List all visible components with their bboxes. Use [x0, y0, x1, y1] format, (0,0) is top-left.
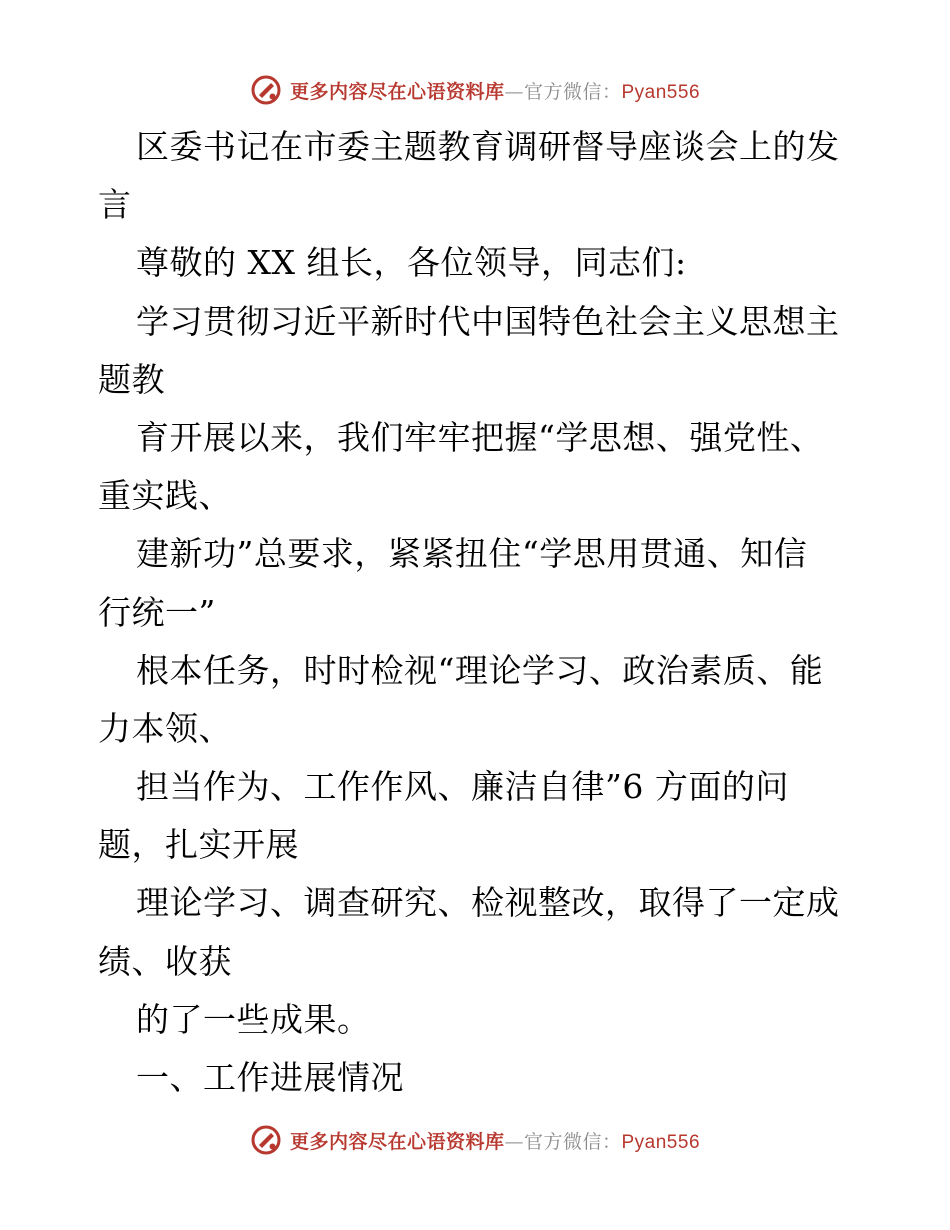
footer-watermark — [0, 1120, 950, 1160]
text-line: 区委书记在市委主题教育调研督导座谈会上的发 — [136, 127, 840, 166]
text-line: 学习贯彻习近平新时代中国特色社会主义思想主 — [136, 301, 840, 341]
text-line: 重实践、 — [98, 476, 232, 516]
section-heading: 一、工作进展情况 — [136, 1058, 404, 1097]
watermark-label: 官方微信： — [523, 80, 622, 103]
text-line: 绩、收获 — [98, 941, 232, 981]
text-line: 的了一些成果。 — [136, 999, 371, 1039]
watermark-id: Pyan556 — [621, 81, 701, 103]
text-line: 尊敬的 XX 组长，各位领导，同志们: — [136, 243, 687, 283]
watermark-text — [290, 1127, 700, 1154]
watermark-text — [290, 77, 700, 104]
document-body — [98, 118, 858, 1107]
text-line: 力本领、 — [98, 708, 232, 748]
header-watermark — [0, 70, 950, 110]
text-line: 育开展以来，我们牢牢把握“学思想、强党性、 — [136, 417, 824, 457]
watermark-label: 官方微信： — [523, 1130, 622, 1153]
text-line: 言 — [98, 185, 132, 225]
text-line: 题教 — [98, 359, 165, 399]
watermark-id: Pyan556 — [621, 1131, 701, 1153]
watermark-main: 更多内容尽在心语资料库 — [289, 80, 505, 103]
text-line: 理论学习、调查研究、检视整改，取得了一定成 — [136, 883, 840, 923]
watermark-dash: — — [504, 1130, 524, 1153]
watermark-dash: — — [504, 80, 524, 103]
watermark-main: 更多内容尽在心语资料库 — [289, 1130, 505, 1153]
seal-logo-icon — [250, 74, 282, 106]
text-line: 担当作为、工作作风、廉洁自律”6 方面的问 — [136, 767, 789, 807]
text-line: 根本任务，时时检视“理论学习、政治素质、能 — [136, 650, 824, 690]
text-line: 建新功”总要求，紧紧扭住“学思用贯通、知信 — [136, 534, 808, 574]
text-line: 行统一” — [98, 592, 216, 632]
seal-logo-icon — [250, 1124, 282, 1156]
text-line: 题，扎实开展 — [98, 825, 299, 865]
